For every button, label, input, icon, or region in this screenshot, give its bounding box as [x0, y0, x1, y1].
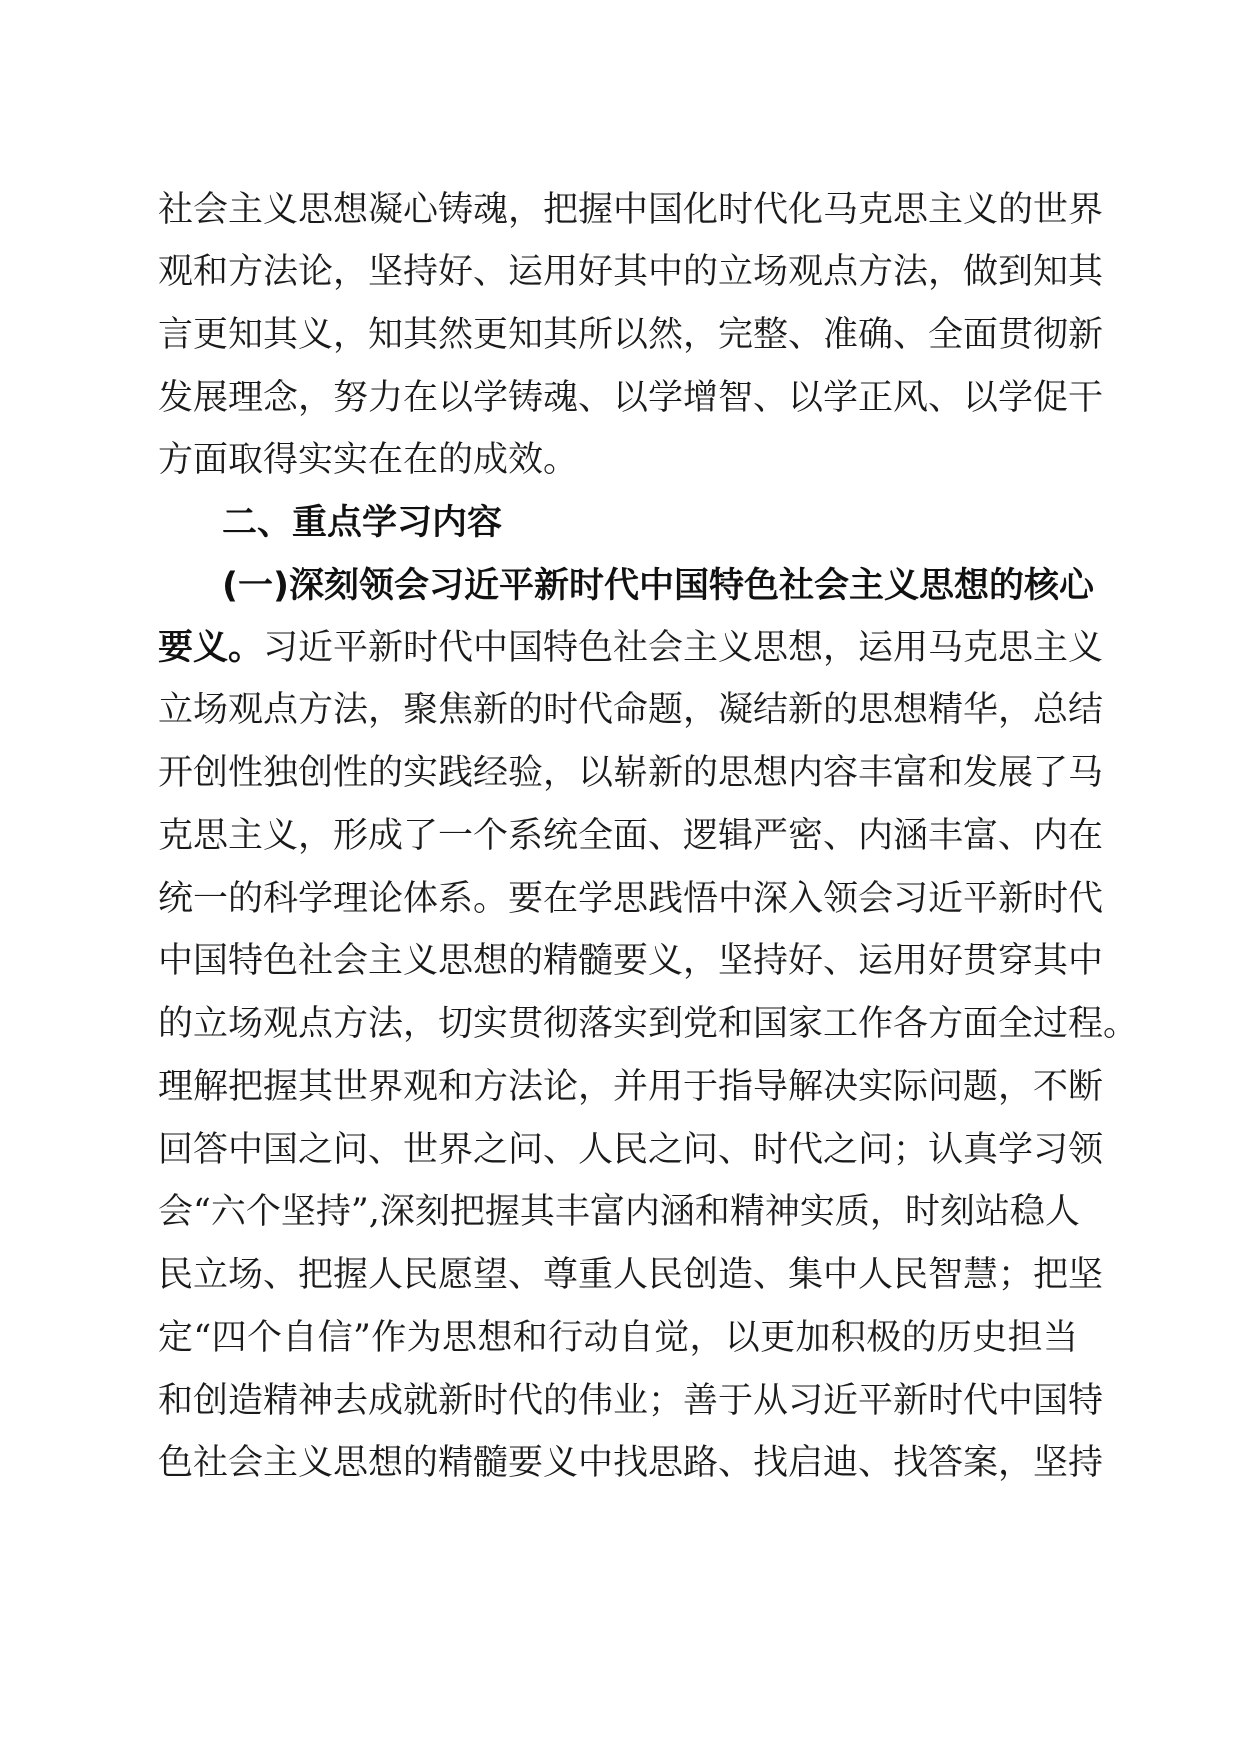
- paragraph-line: 方面取得实实在在的成效。: [158, 440, 579, 480]
- section-heading: 二、重点学习内容: [222, 503, 503, 543]
- paragraph-line: 克思主义，形成了一个系统全面、逻辑严密、内涵丰富、内在: [158, 816, 1104, 856]
- subsection-title: (一)深刻领会习近平新时代中国特色社会主义思想的核心: [222, 566, 1094, 606]
- subsection-title-end: 要义。: [158, 628, 264, 668]
- paragraph-line: 言更知其义，知其然更知其所以然，完整、准确、全面贯彻新: [158, 315, 1104, 355]
- paragraph-line: 和创造精神去成就新时代的伟业；善于从习近平新时代中国特: [158, 1381, 1104, 1421]
- paragraph-line: 回答中国之问、世界之问、人民之问、时代之问；认真学习领: [158, 1130, 1104, 1170]
- paragraph-line: 中国特色社会主义思想的精髓要义，坚持好、运用好贯穿其中: [158, 941, 1104, 981]
- paragraph-line: 理解把握其世界观和方法论，并用于指导解决实际问题，不断: [158, 1067, 1104, 1107]
- paragraph-text: 习近平新时代中国特色社会主义思想，运用马克思主义: [263, 628, 1104, 668]
- paragraph-line: 定“四个自信”作为思想和行动自觉，以更加积极的历史担当: [158, 1318, 1078, 1358]
- paragraph-line: 会“六个坚持”,深刻把握其丰富内涵和精神实质，时刻站稳人: [158, 1192, 1080, 1232]
- paragraph-line: 色社会主义思想的精髓要义中找思路、找启迪、找答案，坚持: [158, 1443, 1104, 1483]
- paragraph-line: 社会主义思想凝心铸魂，把握中国化时代化马克思主义的世界: [158, 190, 1104, 230]
- paragraph-line: 开创性独创性的实践经验，以崭新的思想内容丰富和发展了马: [158, 753, 1104, 793]
- paragraph-line: 统一的科学理论体系。要在学思践悟中深入领会习近平新时代: [158, 879, 1104, 919]
- paragraph-line: 的立场观点方法，切实贯彻落实到党和国家工作各方面全过程。: [158, 1004, 1139, 1044]
- paragraph-line: 立场观点方法，聚焦新的时代命题，凝结新的思想精华，总结: [158, 690, 1104, 730]
- paragraph-line: 观和方法论，坚持好、运用好其中的立场观点方法，做到知其: [158, 252, 1104, 292]
- subsection-title-continued: [158, 628, 1104, 668]
- paragraph-line: 民立场、把握人民愿望、尊重人民创造、集中人民智慧；把坚: [158, 1255, 1104, 1295]
- paragraph-line: 发展理念，努力在以学铸魂、以学增智、以学正风、以学促干: [158, 378, 1104, 418]
